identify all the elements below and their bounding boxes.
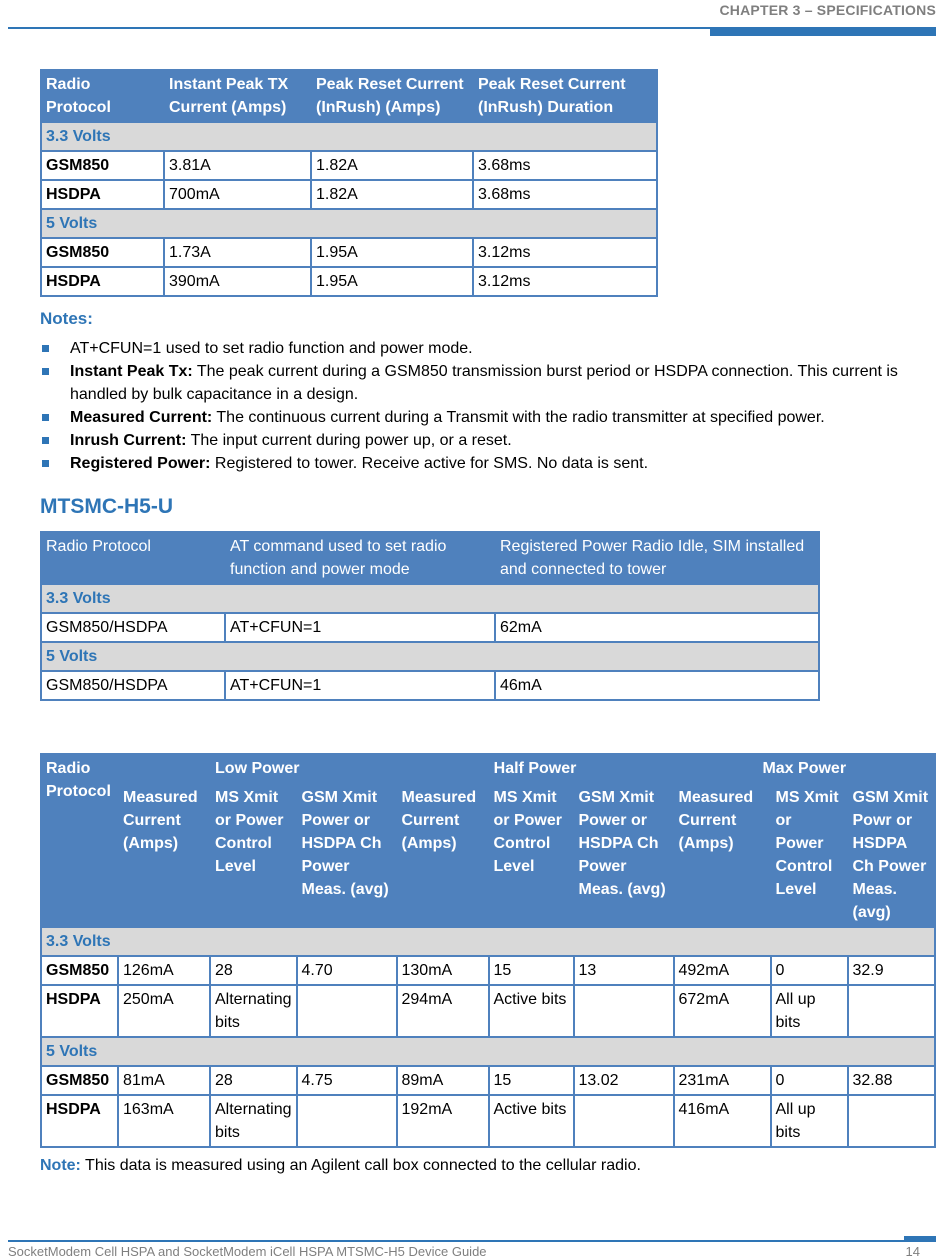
value-cell: 4.75	[297, 1066, 397, 1095]
protocol-cell: HSDPA	[41, 1095, 118, 1147]
bullet-icon	[42, 414, 49, 421]
header-cell: Radio Protocol	[41, 532, 225, 584]
value-cell	[848, 1095, 936, 1147]
value-cell: 0	[771, 956, 848, 985]
header-cell: Measured Current (Amps)	[118, 783, 210, 927]
header-cell: GSM Xmit Power or HSDPA Ch Power Meas. (avg)	[574, 783, 674, 927]
value-cell: 28	[210, 956, 297, 985]
value-cell: 1.95A	[311, 267, 473, 296]
list-item: Instant Peak Tx: The peak current during a GSM850 transmission burst period or HSDPA connection. This current is handled by bulk capacitance in a design.	[40, 360, 920, 406]
header-cell: GSM Xmit Power or HSDPA Ch Power Meas. (avg)	[297, 783, 397, 927]
value-cell: 700mA	[164, 180, 311, 209]
value-cell: AT+CFUN=1	[225, 671, 495, 700]
protocol-cell: HSDPA	[41, 267, 164, 296]
table-row	[41, 238, 657, 267]
table-row	[41, 151, 657, 180]
note-text: This data is measured using an Agilent call box connected to the cellular radio.	[80, 1157, 641, 1174]
footer-accent-bar	[904, 1236, 936, 1242]
protocol-cell: HSDPA	[41, 985, 118, 1037]
footer-rule	[8, 1240, 936, 1242]
value-cell: 89mA	[397, 1066, 489, 1095]
bullet-icon	[42, 460, 49, 467]
value-cell: 390mA	[164, 267, 311, 296]
value-cell: 3.12ms	[473, 238, 657, 267]
bullet-icon	[42, 345, 49, 352]
header-cell: Measured Current (Amps)	[397, 783, 489, 927]
value-cell: All up bits	[771, 1095, 848, 1147]
value-cell: 0	[771, 1066, 848, 1095]
voltage-group-row: 3.3 Volts	[41, 122, 657, 151]
value-cell: 3.68ms	[473, 180, 657, 209]
header-cell: AT command used to set radio function and power mode	[225, 532, 495, 584]
voltage-group-row: 3.3 Volts	[41, 584, 819, 613]
value-cell: 3.68ms	[473, 151, 657, 180]
value-cell: Active bits	[489, 1095, 574, 1147]
power-level-header: Half Power	[397, 754, 674, 783]
bullet-icon	[42, 368, 49, 375]
value-cell: 1.82A	[311, 151, 473, 180]
value-cell: Alternating bits	[210, 1095, 297, 1147]
list-item: Measured Current: The continuous current during a Transmit with the radio transmitter at specified power.	[40, 406, 920, 429]
table-row	[41, 613, 819, 642]
value-cell: 13	[574, 956, 674, 985]
list-item: Inrush Current: The input current during power up, or a reset.	[40, 429, 920, 452]
header-cell: Radio Protocol	[41, 754, 118, 927]
protocol-cell: GSM850	[41, 238, 164, 267]
header-cell: Peak Reset Current (InRush) (Amps)	[311, 70, 473, 122]
value-cell: 3.12ms	[473, 267, 657, 296]
bullet-icon	[42, 437, 49, 444]
table-subheader-row	[41, 783, 935, 927]
value-cell: 13.02	[574, 1066, 674, 1095]
value-cell: 294mA	[397, 985, 489, 1037]
table-header-row	[41, 532, 819, 584]
value-cell: 126mA	[118, 956, 210, 985]
protocol-cell: GSM850	[41, 151, 164, 180]
value-cell: 32.9	[848, 956, 936, 985]
value-cell: 32.88	[848, 1066, 936, 1095]
value-cell	[297, 1095, 397, 1147]
protocol-cell: GSM850	[41, 1066, 118, 1095]
header-cell: Measured Current (Amps)	[674, 783, 771, 927]
header-cell: GSM Xmit Powr or HSDPA Ch Power Meas. (avg)	[848, 783, 936, 927]
value-cell: 416mA	[674, 1095, 771, 1147]
value-cell	[574, 985, 674, 1037]
table-row	[41, 267, 657, 296]
value-cell: 15	[489, 956, 574, 985]
value-cell: 46mA	[495, 671, 819, 700]
header-cell: MS Xmit or Power Control Level	[210, 783, 297, 927]
section-title: MTSMC-H5-U	[40, 495, 173, 518]
table-row	[41, 671, 819, 700]
value-cell: 28	[210, 1066, 297, 1095]
header-cell: Peak Reset Current (InRush) Duration	[473, 70, 657, 122]
protocol-cell: GSM850	[41, 956, 118, 985]
value-cell: 4.70	[297, 956, 397, 985]
value-cell: 250mA	[118, 985, 210, 1037]
value-cell: Active bits	[489, 985, 574, 1037]
table-row	[41, 985, 935, 1037]
value-cell	[574, 1095, 674, 1147]
voltage-group-row: 5 Volts	[41, 642, 819, 671]
value-cell: 1.95A	[311, 238, 473, 267]
list-item: Registered Power: Registered to tower. Receive active for SMS. No data is sent.	[40, 452, 920, 475]
table-header-row	[41, 754, 935, 783]
table-header-row	[41, 70, 657, 122]
value-cell: 1.73A	[164, 238, 311, 267]
voltage-group-row: 5 Volts	[41, 209, 657, 238]
value-cell: 130mA	[397, 956, 489, 985]
value-cell: 62mA	[495, 613, 819, 642]
measurement-note	[40, 1154, 641, 1177]
value-cell: 15	[489, 1066, 574, 1095]
table-row	[41, 1066, 935, 1095]
header-cell: MS Xmit or Power Control Level	[489, 783, 574, 927]
power-level-header: Low Power	[118, 754, 397, 783]
value-cell: All up bits	[771, 985, 848, 1037]
value-cell: 3.81A	[164, 151, 311, 180]
value-cell: 192mA	[397, 1095, 489, 1147]
header-cell: Radio Protocol	[41, 70, 164, 122]
protocol-cell: GSM850/HSDPA	[41, 671, 225, 700]
page-number: 14	[905, 1244, 920, 1259]
table-row	[41, 1095, 935, 1147]
value-cell: AT+CFUN=1	[225, 613, 495, 642]
protocol-cell: GSM850/HSDPA	[41, 613, 225, 642]
transmit-power-table	[40, 753, 936, 1148]
value-cell	[848, 985, 936, 1037]
value-cell: 231mA	[674, 1066, 771, 1095]
value-cell: 1.82A	[311, 180, 473, 209]
table-row	[41, 180, 657, 209]
header-cell: MS Xmit or Power Control Level	[771, 783, 848, 927]
footer-title: SocketModem Cell HSPA and SocketModem iCell HSPA MTSMC-H5 Device Guide	[8, 1244, 487, 1259]
voltage-group-row: 3.3 Volts	[41, 927, 935, 956]
registered-power-table	[40, 531, 820, 701]
value-cell: 163mA	[118, 1095, 210, 1147]
header-accent-bar	[710, 28, 936, 36]
header-cell: Instant Peak TX Current (Amps)	[164, 70, 311, 122]
power-level-header: Max Power	[674, 754, 936, 783]
protocol-cell: HSDPA	[41, 180, 164, 209]
value-cell: 492mA	[674, 956, 771, 985]
voltage-group-row: 5 Volts	[41, 1037, 935, 1066]
table-row	[41, 956, 935, 985]
peak-current-table	[40, 69, 658, 297]
value-cell: 81mA	[118, 1066, 210, 1095]
notes-list	[40, 337, 920, 475]
value-cell: 672mA	[674, 985, 771, 1037]
value-cell: Alternating bits	[210, 985, 297, 1037]
note-label: Note:	[40, 1157, 81, 1174]
header-cell: Registered Power Radio Idle, SIM installed and connected to tower	[495, 532, 819, 584]
chapter-header: CHAPTER 3 – SPECIFICATIONS	[719, 2, 936, 18]
value-cell	[297, 985, 397, 1037]
list-item: AT+CFUN=1 used to set radio function and power mode.	[40, 337, 920, 360]
notes-title: Notes:	[40, 309, 93, 328]
